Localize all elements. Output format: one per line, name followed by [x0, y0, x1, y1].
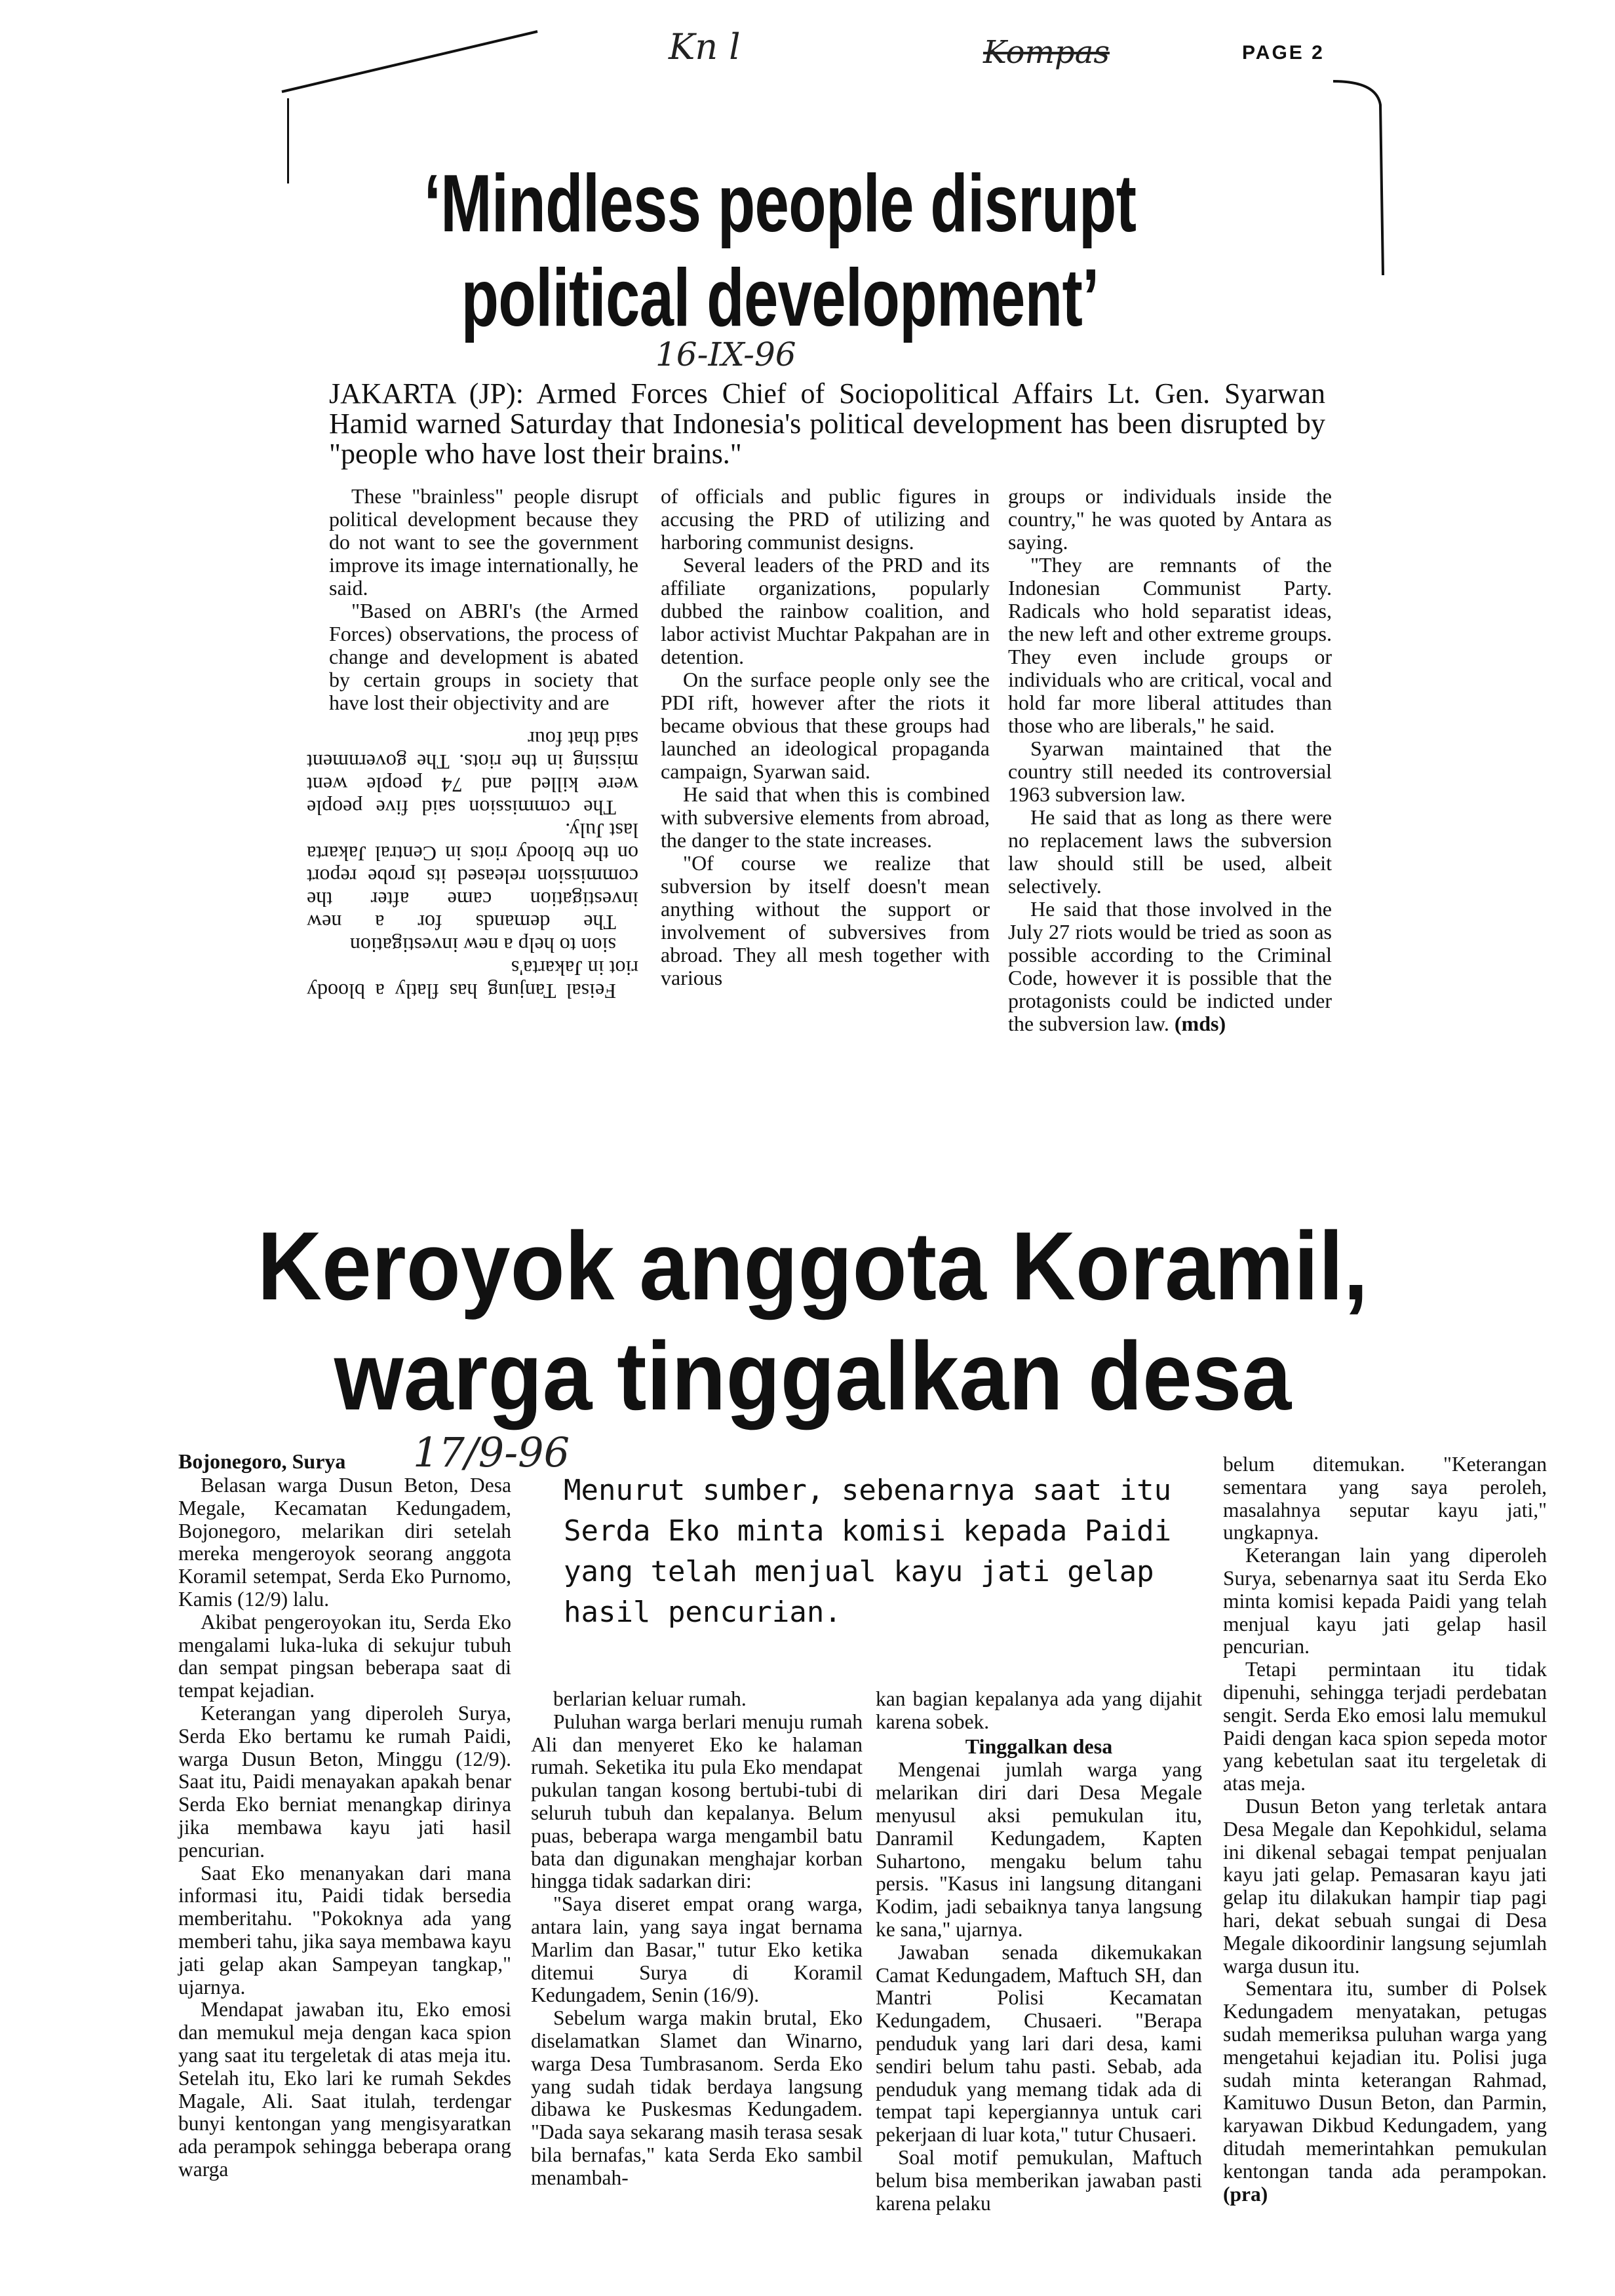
- paragraph: He said that when this is combined with subversive elements from abroad, the danger to the state increases.: [661, 782, 990, 852]
- paragraph: [1008, 898, 1332, 1035]
- paragraph: of officials and public figures in accusing the PRD of utilizing and harboring communist designs.: [661, 484, 990, 554]
- article2-column-1: [178, 1474, 511, 2181]
- paragraph: Sebelum warga makin brutal, Eko diselamatkan Slamet dan Winarno, warga Desa Tumbrasanom. Serda Eko yang sudah tidak berdaya langsung dibawa ke Puskesmas Kedungadem. "Dada saya sekarang masih terasa sesak bila bernafas," kata Serda Eko sambil menambah-: [531, 2006, 863, 2189]
- article1-column-1: [329, 485, 638, 714]
- article2-headline-line2: warga tinggalkan desa: [334, 1322, 1292, 1430]
- paragraph: Mendapat jawaban itu, Eko emosi dan memukul meja dengan kaca spion yang saat itu tergeletak di atas meja itu. Setelah itu, Eko lari ke rumah Sekdes Magale, Ali. Saat itulah, terdengar bunyi kentongan yang mengisyaratkan ada perampok sehingga beberapa orang warga: [178, 1998, 511, 2181]
- paragraph: "They are remnants of the Indonesian Communist Party. Radicals who hold separatist ideas, the new left and other extreme groups. They even include groups or individuals who are critical, vocal and hold far more liberal attitudes than those who are liberals," he said.: [1008, 553, 1332, 737]
- margin-tick: [287, 98, 289, 183]
- paragraph: Akibat pengeroyokan itu, Serda Eko mengalami luka-luka di sekujur tubuh dan sempat pingsan beberapa saat di tempat kejadian.: [178, 1610, 511, 1702]
- article2-pull-quote: Menurut sumber, sebenarnya saat itu Serda Eko minta komisi kepada Paidi yang telah menjual kayu jati gelap hasil pencurian.: [564, 1474, 1172, 1629]
- paragraph: The commission said five people were killed and 74 people went missing in the riots. The government said that four: [307, 727, 638, 820]
- handwritten-mark-right: Kompas: [983, 34, 1110, 71]
- paragraph: Keterangan yang diperoleh Surya, Serda Eko bertamu ke rumah Paidi, warga Dusun Beton, Minggu (12/9). Saat itu, Paidi menayakan apakah benar Serda Eko berniat menangkap dirinya jika membawa kayu jati hasil pencurian.: [178, 1701, 511, 1862]
- handwritten-mark-left: Kn l: [669, 26, 741, 67]
- corner-bracket-mark: [1331, 79, 1390, 288]
- paragraph: Feisal Tanjung has flatly a bloody riot in Jakarta's: [307, 957, 638, 1003]
- paragraph: He said that as long as there were no replacement laws the subversion law should still be used, albeit selectively.: [1008, 805, 1332, 898]
- paragraph: Saat Eko menanyakan dari mana informasi itu, Paidi tidak bersedia memberitahu. "Pokoknya ada yang memberi tahu, jika saya membawa kayu jati gelap akan Sampeyan tangkap," ujarnya.: [178, 1861, 511, 1999]
- article2-signoff: (pra): [1223, 2182, 1268, 2206]
- paragraph: These "brainless" people disrupt political development because they do not want to see the government improve its image internationally, he said.: [329, 484, 638, 600]
- paragraph: Belasan warga Dusun Beton, Desa Megale, Kecamatan Kedungadem, Bojonegoro, melarikan diri setelah mereka mengeroyok seorang anggota Koramil setempat, Serda Eko Purnomo, Kamis (12/9) lalu.: [178, 1474, 511, 1611]
- paragraph-text: He said that those involved in the July 27 riots would be tried as soon as possible according to the Criminal Code, however it is possible that the protagonists could be indicted under the subversion law.: [1008, 897, 1332, 1035]
- article2-subhead: Tinggalkan desa: [965, 1734, 1113, 1758]
- paragraph: belum ditemukan. "Keterangan sementara yang saya peroleh, masalahnya seputar kayu jati," ungkapnya.: [1223, 1453, 1547, 1544]
- paragraph: "Of course we realize that subversion by itself doesn't mean anything without the support or involvement of subversives from abroad. They all mesh together with various: [661, 851, 990, 989]
- paragraph: The demands for a new investigation came after the commission released its probe report on the bloody riots in Central Jakarta last July.: [307, 819, 638, 934]
- paragraph: Dusun Beton yang terletak antara Desa Megale dan Kepohkidul, selama ini dikenal sebagai tempat penjualan kayu jati gelap. Pemasaran kayu jati gelap itu dilakukan hampir tiap pagi hari, dekat sebuah sungai di Desa Megale dikoordinir langsung sejumlah warga dusun itu.: [1223, 1794, 1547, 1978]
- paragraph: kan bagian kepalanya ada yang dijahit karena sobek.: [876, 1687, 1202, 1733]
- article1-signoff: (mds): [1174, 1012, 1226, 1035]
- article1-lead: JAKARTA (JP): Armed Forces Chief of Sociopolitical Affairs Lt. Gen. Syarwan Hamid warned Saturday that Indonesia's political development has been disrupted by "people who have lost their brains.": [329, 377, 1325, 470]
- page-number: PAGE 2: [1242, 42, 1325, 64]
- paragraph: Puluhan warga berlari menuju rumah Ali dan menyeret Eko ke halaman rumah. Seketika itu pula Eko mendapat pukulan tangan kosong bertubi-tubi di seluruh tubuh dan kepalanya. Belum puas, beberapa warga mengambil batu bata dan digunakan menghajar korban hingga tidak sadarkan diri:: [531, 1710, 863, 1893]
- corner-slash-mark: [275, 26, 551, 98]
- article1-headline-line1: ‘Mindless people disrupt: [423, 159, 1137, 249]
- paragraph: Syarwan maintained that the country still needed its controversial 1963 subversion law.: [1008, 737, 1332, 806]
- article1-column-1-flipped: [307, 727, 638, 1003]
- article1-column-3: [1008, 485, 1332, 1035]
- paragraph: Soal motif pemukulan, Maftuch belum bisa memberikan jawaban pasti karena pelaku: [876, 2145, 1202, 2215]
- paragraph: On the surface people only see the PDI rift, however after the riots it became obvious that these groups had launched an ideological propaganda campaign, Syarwan said.: [661, 668, 990, 783]
- paragraph: "Saya diseret empat orang warga, antara lain, yang saya ingat bernama Marlim dan Basar," tutur Eko ketika ditemui Surya di Koramil Kedungadem, Senin (16/9).: [531, 1892, 863, 2007]
- paragraph: groups or individuals inside the country," he was quoted by Antara as saying.: [1008, 484, 1332, 554]
- paragraph: berlarian keluar rumah.: [553, 1687, 747, 1710]
- paragraph: sion to help a new investigation: [349, 934, 616, 957]
- article2-column-2: [531, 1688, 863, 2190]
- paragraph: Tetapi permintaan itu tidak dipenuhi, sehingga terjadi perdebatan sengit. Serda Eko emosi lalu memukul Paidi dengan kaca spion sepeda motor yang kebetulan saat itu tergeletak di atas meja.: [1223, 1658, 1547, 1795]
- paragraph: "Based on ABRI's (the Armed Forces) observations, the process of change and development is abated by certain groups in society that have lost their objectivity and are: [329, 599, 638, 714]
- paragraph: [1223, 1978, 1547, 2206]
- paragraph-text: Sementara itu, sumber di Polsek Kedungadem menyatakan, petugas sudah memeriksa puluhan warga yang mengetahui kejadian itu. Polisi juga sudah minta keterangan Rahmad, Kamituwo Dusun Beton, dan Parmin, karyawan Dikbud Kedungadem, yang ditudah memerintahkan pemukulan kentongan tanda ada perampokan.: [1223, 1977, 1547, 2183]
- article1-column-2: [661, 485, 990, 989]
- paragraph: Jawaban senada dikemukakan Camat Kedungadem, Maftuch SH, dan Mantri Polisi Kecamatan Kedungadem, Chusaeri. "Berapa penduduk yang lari dari desa, kami sendiri belum tahu pasti. Sebab, ada penduduk yang memang tidak ada di tempat tapi kepergiannya untuk cari pekerjaan di luar kota," tutur Chusaeri.: [876, 1940, 1202, 2147]
- article1-handwritten-date: 16-IX-96: [655, 335, 796, 373]
- article2-column-3: [876, 1688, 1202, 2215]
- paragraph: Keterangan lain yang diperoleh Surya, sebenarnya saat itu Serda Eko minta komisi kepada Paidi yang telah menjual kayu jati gelap hasil pencurian.: [1223, 1544, 1547, 1658]
- paragraph: Mengenai jumlah warga yang melarikan diri dari Desa Megale menyusul aksi pemukulan itu, Danramil Kedungadem, Kapten Suhartono, mengaku belum tahu persis. "Kasus ini langsung ditangani Kodim, jadi sebaiknya tanya langsung ke sana," ujarnya.: [876, 1758, 1202, 1941]
- article2-headline-line1: Keroyok anggota Koramil,: [257, 1212, 1369, 1320]
- article1-headline-line2: political development’: [461, 253, 1099, 343]
- article2-dateline: Bojonegoro, Surya: [178, 1449, 346, 1473]
- article2-column-4: [1223, 1453, 1547, 2206]
- article2-handwritten-date: 17/9-96: [413, 1428, 570, 1476]
- paragraph: Several leaders of the PRD and its affiliate organizations, popularly dubbed the rainbow coalition, and labor activist Muchtar Pakpahan are in detention.: [661, 553, 990, 668]
